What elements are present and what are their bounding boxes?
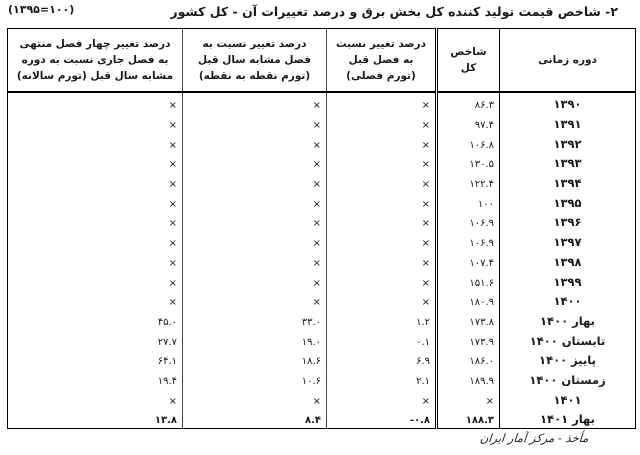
annual-value-cell: [8, 388, 183, 408]
value-text: ۴۵.۰: [157, 316, 177, 328]
base-year-note: (۱۳۹۵=۱۰۰): [8, 3, 75, 16]
period-cell: [500, 191, 636, 211]
value-text: ×: [312, 218, 321, 230]
point-value-cell: [183, 191, 327, 211]
point-value-cell: [183, 388, 327, 408]
point-value-cell: [183, 172, 327, 192]
period-cell: [500, 290, 636, 310]
value-text: ×: [168, 139, 177, 151]
column-header-period: دوره زمانی: [500, 29, 636, 93]
value-text: ×: [168, 238, 177, 250]
point-value-cell: [183, 92, 327, 113]
seasonal-value-cell: [327, 408, 437, 428]
value-text: ×: [312, 297, 321, 309]
annual-value-cell: [8, 211, 183, 231]
period-label: ۱۳۹۰: [553, 97, 582, 112]
index-value-cell: [437, 132, 500, 152]
index-value-cell: [437, 231, 500, 251]
value-text: ۱۸۹.۹: [469, 375, 494, 387]
value-text: ×: [168, 395, 177, 407]
value-text: ×: [312, 100, 321, 112]
index-value-cell: [437, 191, 500, 211]
seasonal-value-cell: [327, 369, 437, 389]
period-label: ۱۳۹۶: [553, 215, 582, 230]
annual-value-cell: [8, 152, 183, 172]
seasonal-value-cell: [327, 172, 437, 192]
value-text: ×: [421, 100, 430, 112]
value-text: ۱.۲: [416, 316, 430, 328]
value-text: ×: [312, 257, 321, 269]
table-row: [8, 329, 636, 349]
value-text: ۸.۴: [304, 415, 321, 427]
annual-value-cell: [8, 349, 183, 369]
table-row: [8, 290, 636, 310]
annual-value-cell: [8, 92, 183, 113]
table-row: [8, 251, 636, 271]
table-row: [8, 191, 636, 211]
page-title: ۲- شاخص قیمت تولید کننده کل بخش برق و درصد تغییرات آن - کل کشور: [170, 4, 618, 19]
value-text: ۱۰۶.۹: [469, 238, 494, 250]
table-row: [8, 231, 636, 251]
index-value-cell: [437, 369, 500, 389]
source-note: مأخذ - مرکز آمار ایران: [478, 431, 589, 445]
index-value-cell: [437, 113, 500, 133]
period-cell: [500, 211, 636, 231]
seasonal-value-cell: [327, 113, 437, 133]
seasonal-value-cell: [327, 231, 437, 251]
table-row: [8, 113, 636, 133]
seasonal-value-cell: [327, 251, 437, 271]
value-text: ۶.۹: [416, 356, 430, 368]
period-label: ۱۴۰۱: [553, 392, 582, 407]
value-text: ×: [485, 395, 494, 407]
seasonal-value-cell: [327, 349, 437, 369]
value-text: ×: [421, 277, 430, 289]
value-text: ۱۹.۰: [301, 336, 321, 348]
table-row: [8, 310, 636, 330]
table-row: [8, 92, 636, 113]
period-cell: [500, 152, 636, 172]
point-value-cell: [183, 369, 327, 389]
column-header-total-index: شاخص کل: [437, 29, 500, 93]
period-label: ۱۴۰۰: [553, 294, 582, 309]
period-label: ۱۳۹۹: [553, 274, 582, 289]
period-cell: [500, 329, 636, 349]
value-text: ۱۵۱.۶: [469, 277, 494, 289]
period-cell: [500, 270, 636, 290]
value-text: ۱۸۶.۰: [469, 356, 494, 368]
period-label: بهار ۱۴۰۰: [540, 313, 595, 328]
annual-value-cell: [8, 290, 183, 310]
value-text: ۱۸۰.۹: [469, 297, 494, 309]
index-value-cell: [437, 310, 500, 330]
annual-value-cell: [8, 132, 183, 152]
index-value-cell: [437, 251, 500, 271]
point-value-cell: [183, 329, 327, 349]
annual-value-cell: [8, 310, 183, 330]
table-row: [8, 270, 636, 290]
value-text: ۲.۱: [416, 375, 430, 387]
point-value-cell: [183, 132, 327, 152]
period-label: پاییز ۱۴۰۰: [539, 353, 596, 368]
value-text: ×: [421, 139, 430, 151]
index-value-cell: [437, 211, 500, 231]
column-header-annual-inflation: درصد تغییر چهار فصل منتهی به فصل جاری نسبت به دوره مشابه سال قبل (تورم سالانه): [8, 29, 183, 93]
index-value-cell: [437, 290, 500, 310]
value-text: ×: [421, 159, 430, 171]
point-value-cell: [183, 152, 327, 172]
seasonal-value-cell: [327, 270, 437, 290]
period-label: ۱۳۹۸: [553, 254, 582, 269]
value-text: ۱۰۷.۴: [469, 257, 494, 269]
annual-value-cell: [8, 191, 183, 211]
period-cell: [500, 310, 636, 330]
value-text: ×: [168, 100, 177, 112]
period-label: ۱۳۹۱: [553, 117, 582, 132]
point-value-cell: [183, 349, 327, 369]
table-row: [8, 388, 636, 408]
index-value-cell: [437, 92, 500, 113]
table-row: [8, 132, 636, 152]
index-value-cell: [437, 172, 500, 192]
value-text: ×: [421, 257, 430, 269]
seasonal-value-cell: [327, 92, 437, 113]
value-text: ×: [168, 179, 177, 191]
point-value-cell: [183, 290, 327, 310]
annual-value-cell: [8, 172, 183, 192]
table-row: [8, 152, 636, 172]
period-cell: [500, 349, 636, 369]
annual-value-cell: [8, 369, 183, 389]
annual-value-cell: [8, 231, 183, 251]
annual-value-cell: [8, 251, 183, 271]
seasonal-value-cell: [327, 132, 437, 152]
period-label: ۱۳۹۵: [553, 195, 582, 210]
seasonal-value-cell: [327, 310, 437, 330]
value-text: ۱۷۳.۸: [469, 316, 494, 328]
seasonal-value-cell: [327, 329, 437, 349]
index-value-cell: [437, 408, 500, 428]
table-row: [8, 369, 636, 389]
period-cell: [500, 388, 636, 408]
value-text: ×: [312, 198, 321, 210]
value-text: ×: [421, 120, 430, 132]
point-value-cell: [183, 251, 327, 271]
period-label: تابستان ۱۴۰۰: [529, 333, 606, 348]
value-text: ×: [312, 277, 321, 289]
column-header-seasonal-inflation: درصد تغییر نسبت به فصل قبل (تورم فصلی): [327, 29, 437, 93]
value-text: ×: [168, 277, 177, 289]
value-text: ×: [168, 218, 177, 230]
value-text: ۱۳۰.۵: [469, 159, 494, 171]
point-value-cell: [183, 211, 327, 231]
value-text: ۰.۱: [416, 336, 430, 348]
value-text: ×: [312, 159, 321, 171]
value-text: ×: [312, 238, 321, 250]
index-value-cell: [437, 329, 500, 349]
period-cell: [500, 132, 636, 152]
value-text: ×: [168, 120, 177, 132]
seasonal-value-cell: [327, 388, 437, 408]
point-value-cell: [183, 310, 327, 330]
period-cell: [500, 172, 636, 192]
point-value-cell: [183, 270, 327, 290]
value-text: ۱۰۰: [477, 198, 494, 210]
value-text: ×: [312, 120, 321, 132]
table-row: [8, 349, 636, 369]
period-label: ۱۳۹۳: [553, 156, 582, 171]
value-text: ۳۳.۰: [301, 316, 321, 328]
value-text: ×: [168, 198, 177, 210]
value-text: ۱۳.۸: [154, 415, 177, 427]
value-text: ×: [312, 395, 321, 407]
point-value-cell: [183, 408, 327, 428]
value-text: ×: [168, 297, 177, 309]
seasonal-value-cell: [327, 152, 437, 172]
value-text: ×: [312, 179, 321, 191]
table-body: [8, 92, 636, 428]
period-cell: [500, 408, 636, 428]
value-text: ×: [421, 297, 430, 309]
value-text: ۶۴.۱: [157, 356, 177, 368]
column-header-point-to-point-inflation: درصد تغییر نسبت به فصل مشابه سال قبل (تورم نقطه به نقطه): [183, 29, 327, 93]
seasonal-value-cell: [327, 290, 437, 310]
value-text: ×: [421, 198, 430, 210]
annual-value-cell: [8, 270, 183, 290]
period-cell: [500, 92, 636, 113]
period-cell: [500, 251, 636, 271]
price-index-table: [7, 28, 636, 429]
value-text: -۰.۸: [409, 415, 430, 427]
value-text: ۱۸۸.۳: [465, 415, 494, 427]
period-label: زمستان ۱۴۰۰: [529, 372, 606, 387]
value-text: ۱۰۶.۹: [469, 218, 494, 230]
annual-value-cell: [8, 113, 183, 133]
table-row: [8, 211, 636, 231]
period-cell: [500, 231, 636, 251]
index-value-cell: [437, 270, 500, 290]
value-text: ۱۸.۶: [301, 356, 321, 368]
period-label: ۱۳۹۲: [553, 136, 582, 151]
value-text: ۲۷.۷: [157, 336, 177, 348]
value-text: ×: [312, 139, 321, 151]
index-value-cell: [437, 388, 500, 408]
seasonal-value-cell: [327, 191, 437, 211]
value-text: ۸۶.۳: [474, 100, 494, 112]
period-label: بهار ۱۴۰۱: [540, 412, 595, 427]
value-text: ۱۲۲.۴: [469, 179, 494, 191]
annual-value-cell: [8, 408, 183, 428]
index-value-cell: [437, 349, 500, 369]
period-cell: [500, 369, 636, 389]
value-text: ×: [421, 238, 430, 250]
value-text: ×: [421, 218, 430, 230]
value-text: ×: [421, 395, 430, 407]
value-text: ۱۰۶.۸: [469, 139, 494, 151]
value-text: ×: [168, 159, 177, 171]
value-text: ۱۰.۶: [301, 375, 321, 387]
period-label: ۱۳۹۴: [553, 176, 582, 191]
value-text: ۱۷۳.۹: [469, 336, 494, 348]
table-header: [8, 29, 636, 93]
value-text: ×: [421, 179, 430, 191]
seasonal-value-cell: [327, 211, 437, 231]
annual-value-cell: [8, 329, 183, 349]
value-text: ۱۹.۴: [157, 375, 177, 387]
value-text: ۹۷.۴: [474, 120, 494, 132]
period-cell: [500, 113, 636, 133]
table-row: [8, 172, 636, 192]
point-value-cell: [183, 231, 327, 251]
point-value-cell: [183, 113, 327, 133]
value-text: ×: [168, 257, 177, 269]
period-label: ۱۳۹۷: [553, 235, 582, 250]
index-value-cell: [437, 152, 500, 172]
table-row: [8, 408, 636, 428]
